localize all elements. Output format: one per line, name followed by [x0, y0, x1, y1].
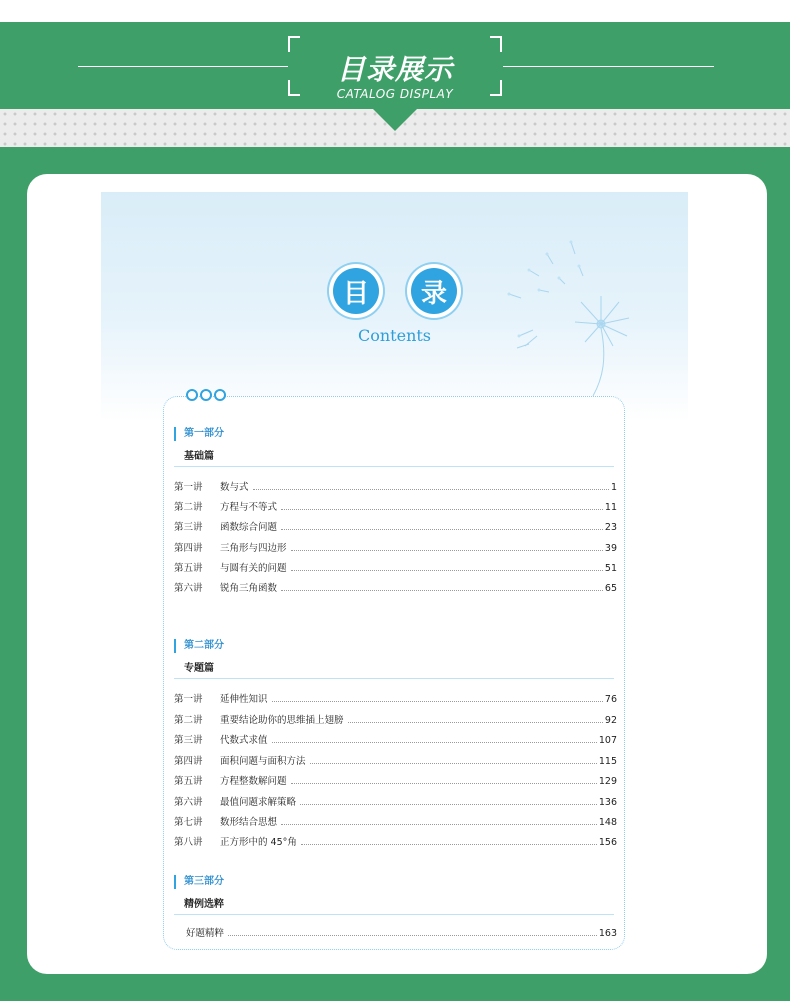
toc-row[interactable]: [174, 773, 617, 787]
part1-name: 基础篇: [174, 447, 614, 467]
page-number: 23: [604, 522, 617, 533]
page-number: 51: [604, 563, 617, 574]
lecture-no: 第六讲: [174, 797, 203, 808]
toc-row[interactable]: [174, 732, 617, 746]
lecture-title: 正方形中的 45°角: [220, 837, 297, 848]
leader-dots: [291, 550, 603, 551]
part2-label: 第二部分: [174, 639, 614, 653]
lecture-title: 好题精粹: [186, 928, 225, 939]
toc-row[interactable]: [174, 712, 617, 726]
leader-dots: [281, 529, 603, 530]
leader-dots: [272, 742, 597, 743]
page-number: 136: [598, 797, 617, 808]
toc-row[interactable]: [174, 499, 617, 513]
lecture-title: 方程与不等式: [220, 502, 278, 513]
leader-dots: [291, 570, 603, 571]
toc-row[interactable]: [174, 794, 617, 808]
leader-dots: [348, 722, 603, 723]
page-number: 76: [604, 694, 617, 705]
binder-rings: [186, 389, 226, 401]
part1-header: [174, 427, 614, 467]
page-number: 163: [598, 928, 617, 939]
title-circle-2: 录: [411, 268, 457, 314]
lecture-title: 数与式: [220, 482, 249, 493]
part2-header: [174, 639, 614, 679]
part3-name: 精例选粹: [174, 895, 614, 915]
ring-icon: [214, 389, 226, 401]
banner-subtitle: CATALOG DISPLAY: [336, 87, 454, 101]
toc-box: [163, 396, 625, 950]
page-number: 65: [604, 583, 617, 594]
dandelion-illustration: [489, 218, 639, 398]
contents-label: Contents: [357, 326, 432, 345]
page-number: 92: [604, 715, 617, 726]
lecture-title: 锐角三角函数: [220, 583, 278, 594]
title-circle-1: 目: [333, 268, 379, 314]
lecture-title: 与圆有关的问题: [220, 563, 287, 574]
leader-dots: [281, 824, 597, 825]
lecture-title: 最值问题求解策略: [220, 797, 297, 808]
leader-dots: [281, 590, 603, 591]
lecture-no: 第八讲: [174, 837, 203, 848]
lecture-no: 第三讲: [174, 735, 203, 746]
lecture-no: 第二讲: [174, 502, 203, 513]
page-number: 115: [598, 756, 617, 767]
leader-dots: [291, 783, 597, 784]
part1-label: 第一部分: [174, 427, 614, 441]
leader-dots: [228, 935, 597, 936]
toc-row[interactable]: [174, 814, 617, 828]
toc-row[interactable]: [174, 560, 617, 574]
ring-icon: [186, 389, 198, 401]
page-number: 107: [598, 735, 617, 746]
lecture-title: 三角形与四边形: [220, 543, 287, 554]
part3-label: 第三部分: [174, 875, 614, 889]
lecture-no: 第四讲: [174, 756, 203, 767]
lecture-title: 方程整数解问题: [220, 776, 287, 787]
leader-dots: [253, 489, 609, 490]
toc-row[interactable]: [174, 479, 617, 493]
toc-row[interactable]: [186, 925, 617, 939]
toc-page: [101, 192, 688, 962]
lecture-title: 延伸性知识: [220, 694, 268, 705]
part3-header: [174, 875, 614, 915]
leader-dots: [272, 701, 603, 702]
toc-row[interactable]: [174, 691, 617, 705]
leader-dots: [301, 844, 597, 845]
lecture-no: 第一讲: [174, 694, 203, 705]
page-number: 11: [604, 502, 617, 513]
lecture-no: 第二讲: [174, 715, 203, 726]
toc-row[interactable]: [174, 834, 617, 848]
toc-row[interactable]: [174, 540, 617, 554]
page-number: 156: [598, 837, 617, 848]
page-number: 39: [604, 543, 617, 554]
lecture-title: 代数式求值: [220, 735, 268, 746]
lecture-no: 第三讲: [174, 522, 203, 533]
leader-dots: [310, 763, 597, 764]
lecture-title: 函数综合问题: [220, 522, 278, 533]
lecture-title: 数形结合思想: [220, 817, 278, 828]
banner-title: 目录展示: [336, 53, 453, 86]
leader-dots: [281, 509, 603, 510]
top-margin: [0, 0, 790, 22]
toc-row[interactable]: [174, 580, 617, 594]
page-number: 148: [598, 817, 617, 828]
lecture-no: 第一讲: [174, 482, 203, 493]
lecture-no: 第五讲: [174, 563, 203, 574]
lecture-no: 第四讲: [174, 543, 203, 554]
part2-name: 专题篇: [174, 659, 614, 679]
lecture-no: 第七讲: [174, 817, 203, 828]
lecture-no: 第六讲: [174, 583, 203, 594]
ring-icon: [200, 389, 212, 401]
leader-dots: [300, 804, 597, 805]
page-number: 129: [598, 776, 617, 787]
lecture-title: 面积问题与面积方法: [220, 756, 306, 767]
banner-notch: [373, 109, 417, 131]
toc-row[interactable]: [174, 519, 617, 533]
lecture-title: 重要结论助你的思维插上翅膀: [220, 715, 344, 726]
page-number: 1: [610, 482, 617, 493]
lecture-no: 第五讲: [174, 776, 203, 787]
toc-row[interactable]: [174, 753, 617, 767]
